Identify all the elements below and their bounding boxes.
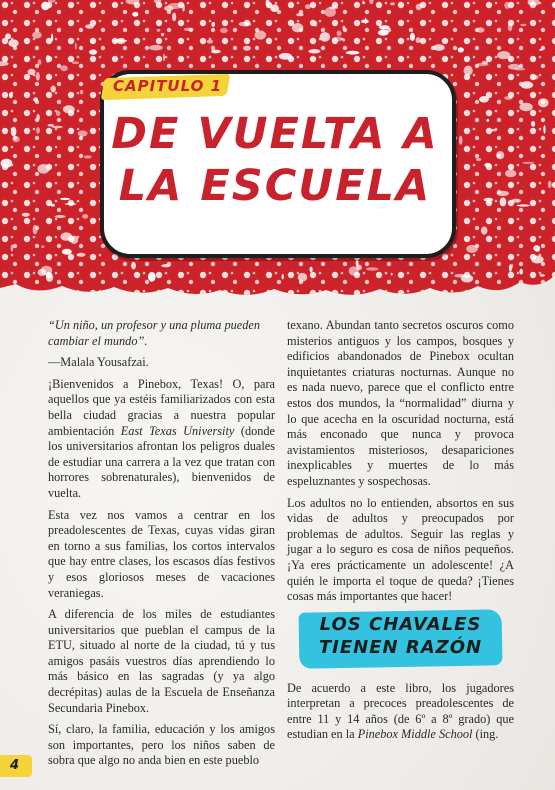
- page-number-tab: [0, 755, 32, 777]
- paragraph-players-italic: Pinebox Middle School: [357, 727, 473, 742]
- paragraph-players: [287, 681, 514, 743]
- chapter-title-line2: LA ESCUELA: [118, 161, 432, 211]
- left-column: [48, 318, 275, 775]
- section-heading-line1: LOS CHAVALES: [319, 613, 482, 635]
- paragraph-preteens: Esta vez nos vamos a centrar en los preadolescentes de Texas, cuyas vidas giran en torno a sus familias, los cortos intervalos que hay entre clases, los escasos días festivos y esos gloriosos meses de vacaciones veraniegas.: [48, 507, 275, 600]
- chapter-tag: [103, 72, 228, 100]
- paragraph-adults: Los adultos no lo entienden, absortos en sus vidas de adultos y preocupados por problemas de adultos. Seguir las reglas y jugar a lo seguro es cosa de niños pequeños. ¡Ya eres prácticamente un adolescente! ¿A quién le importa el toque de queda? ¡Tienes cosas más importantes que hacer!: [287, 495, 514, 604]
- paragraph-players-text: De acuerdo a este libro, los jugadores interpretan a precoces preadolescentes de entre 11 y 14 años (de 6º a 8º grado) que estudian en la: [287, 680, 514, 742]
- section-heading-line2: TIENEN RAZÓN: [318, 636, 483, 658]
- paragraph-welcome-text-end: (donde los universitarios afrontan los peligros duales de estudiar una carrera a la vez que tratan con horrores sobrenaturales), bienvenidos de vuelta.: [48, 423, 275, 500]
- paragraph-welcome-text: ¡Bienvenidos a Pinebox, Texas! O, para aquellos que ya estéis familiarizados con esta bella ciudad gracias a nuestra popular ambientación: [48, 376, 275, 438]
- right-column: [287, 318, 514, 749]
- paragraph-secrets: texano. Abundan tanto secretos oscuros como misterios antiguos y los campos, bosques y edificios abandonados de Pinebox ocultan inquietantes criaturas nocturnas. Aunque no es nada nuevo, parece que el conflicto entre estos dos mundos, la “normalidad” diurna y lo que acecha en la oscuridad nocturna, está más enconado que nunca y provoca avistamientos misteriosos, desapariciones inexplicables y muertes de lo más espeluznantes y sospechosas.: [287, 318, 514, 488]
- page-number: 4: [10, 758, 20, 773]
- epigraph-quote: “Un niño, un profesor y una pluma pueden cambiar el mundo”.: [48, 318, 260, 348]
- chapter-title-line1: DE VUELTA A: [111, 109, 439, 159]
- paragraph-welcome-italic: East Texas University: [120, 423, 235, 438]
- section-heading: [287, 611, 514, 667]
- paragraph-family: Sí, claro, la familia, educación y los amigos son importantes, pero los niños saben de sobra que algo no anda bien en este pueblo: [48, 722, 275, 768]
- paragraph-campus: A diferencia de los miles de estudiantes universitarios que pueblan el campus de la ETU, situado al norte de la ciudad, tú y tus amigos pasáis vuestros días aprendiendo lo más básico en las sagradas (y ya algo decrépitas) aulas de la Escuela de Enseñanza Secundaria Pinebox.: [48, 607, 275, 715]
- chapter-label: CAPITULO 1: [113, 77, 223, 95]
- paragraph-players-text-end: (ing.: [472, 727, 499, 742]
- epigraph-author: —Malala Yousafzai.: [48, 355, 149, 370]
- chapter-title: [110, 108, 440, 212]
- paragraph-welcome: [48, 377, 275, 502]
